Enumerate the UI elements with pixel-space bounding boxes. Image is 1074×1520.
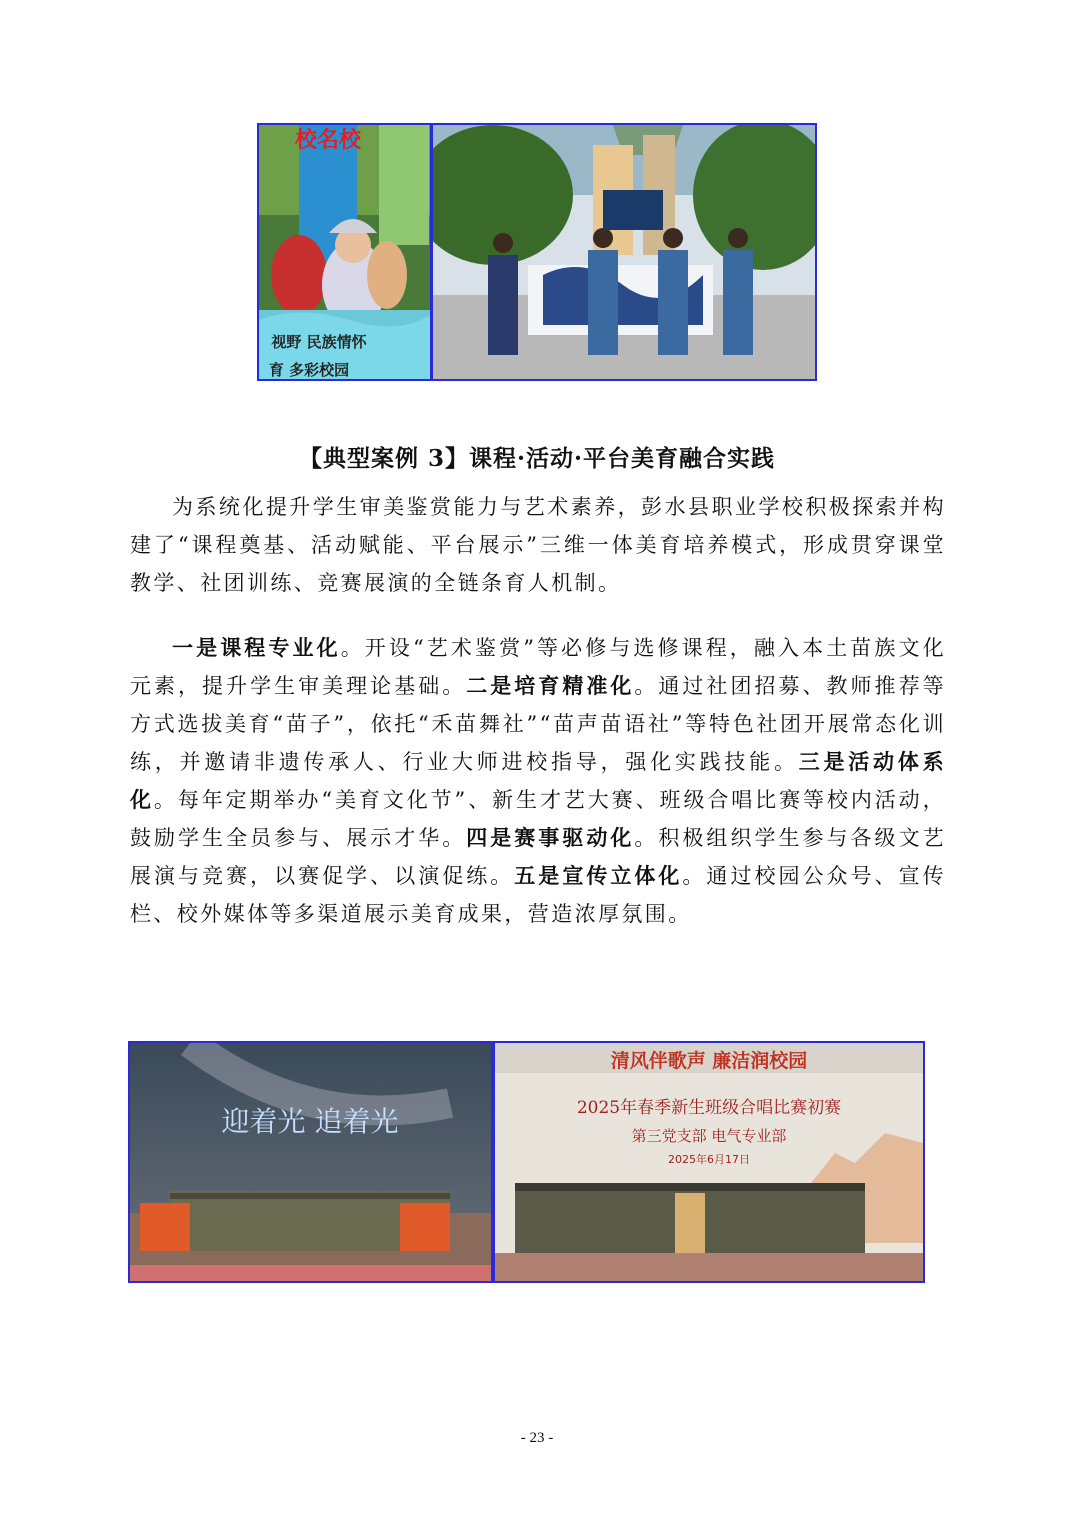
photo-batik-parade <box>431 123 817 381</box>
paragraph-measures <box>130 629 946 933</box>
measure-2-title: 二是培育精准化 <box>466 673 635 698</box>
department-text: 第三党支部 电气专业部 <box>631 1127 787 1145</box>
measure-5-text: 。通过校园公众号、宣传栏、校外媒体等多渠道展示美育成果，营造浓厚氛围。 <box>130 864 946 926</box>
banner-slogan-text: 清风伴歌声 廉洁润校园 <box>610 1050 808 1072</box>
photo-miao-float <box>257 123 432 381</box>
paragraph-intro: 为系统化提升学生审美鉴赏能力与艺术素养，彭水县职业学校积极探索并构建了“课程奠基、活动赋能、平台展示”三维一体美育培养模式，形成贯穿课堂教学、社团训练、竞赛展演的全链条育人机制。 <box>130 495 946 595</box>
competition-title-text: 2025年春季新生班级合唱比赛初赛 <box>576 1098 842 1118</box>
page-number: - 23 - <box>520 1430 554 1446</box>
measure-1-title: 一是课程专业化 <box>172 635 341 660</box>
measure-4-text: 。积极组织学生参与各级文艺展演与竞赛，以赛促学、以演促练。 <box>130 826 946 888</box>
measure-3-title: 三是活动体系化 <box>130 749 946 812</box>
banner-text-bottom-2: 育 多彩校园 <box>268 361 350 379</box>
measure-3-text: 。每年定期举办“美育文化节”、新生才艺大赛、班级合唱比赛等校内活动，鼓励学生全员参与、展示才华。 <box>130 788 946 850</box>
banner-text-bottom-1: 视野 民族情怀 <box>271 333 367 351</box>
measure-4-title: 四是赛事驱动化 <box>466 825 635 850</box>
photo-starry-choir <box>128 1041 493 1283</box>
stage-title-text: 迎着光 追着光 <box>221 1105 399 1138</box>
measure-2-text: 。通过社团招募、教师推荐等方式选拔美育“苗子”，依托“禾苗舞社”“苗声苗语社”等特色社团开展常态化训练，并邀请非遗传承人、行业大师进校指导，强化实践技能。 <box>130 674 946 774</box>
case-heading: 【典型案例 3】课程·活动·平台美育融合实践 <box>298 445 776 472</box>
date-text: 2025年6月17日 <box>668 1153 750 1166</box>
banner-text-top: 校名校 <box>294 128 362 153</box>
photo-choir-competition <box>493 1041 925 1283</box>
measure-5-title: 五是宣传立体化 <box>514 863 683 888</box>
measure-1-text: 。开设“艺术鉴赏”等必修与选修课程，融入本土苗族文化元素，提升学生审美理论基础。 <box>130 636 946 698</box>
